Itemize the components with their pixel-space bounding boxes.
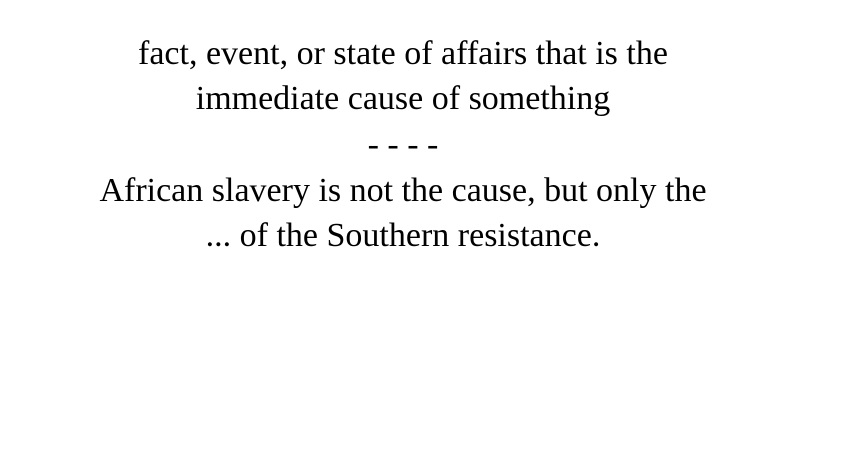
example-line-1: African slavery is not the cause, but only the bbox=[99, 172, 707, 209]
definition-line-2: immediate cause of something bbox=[195, 80, 611, 117]
separator: - - - - bbox=[367, 126, 439, 163]
example-line-2: ... of the Southern resistance. bbox=[205, 217, 601, 254]
definition-text bbox=[0, 31, 806, 121]
example-sentence bbox=[0, 168, 806, 258]
definition-line-1: fact, event, or state of affairs that is the bbox=[138, 35, 668, 72]
